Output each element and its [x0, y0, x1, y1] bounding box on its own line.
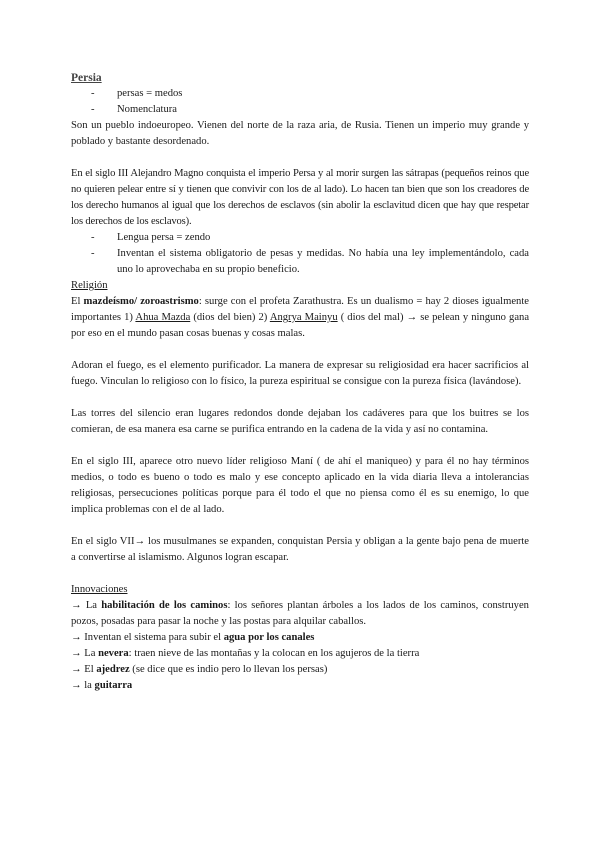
section-heading-religion: Religión [71, 280, 108, 291]
paragraph-origin: Son un pueblo indoeuropeo. Vienen del norte de la raza aria, de Rusia. Tienen un imperio muy grande y poblado y bastante desordenado. [71, 120, 529, 147]
paragraph-fire: Adoran el fuego, es el elemento purificador. La manera de expresar su religiosidad era hacer sacrificios al fuego. Vinculan lo religioso con lo físico, la pureza espiritual se consigue con la pureza física (lavándose). [71, 360, 529, 387]
innovation-item: → La nevera: traen nieve de las montañas y la colocan en los agujeros de la tierra [71, 648, 420, 659]
document-page [71, 70, 529, 694]
term-god-evil: Angrya Mainyu [269, 312, 338, 323]
innovation-item: → El ajedrez (se dice que es indio pero lo llevan los persas) [71, 664, 328, 675]
list-item: - persas = medos [91, 86, 529, 102]
section-heading-innovations: Innovaciones [71, 584, 128, 595]
list-item: - Lengua persa = zendo [91, 230, 529, 246]
paragraph-satrapas: En el siglo III Alejandro Magno conquista el imperio Persa y al morir surgen las sátrapas (pequeños reinos que no quieren pelear entre sí y tienen que convivir con los de al lado). Lo hacen tan bien que son los creadores de los derecho humanos al igual que los derechos de esclavos (sin abolir la esclavitud dicen que hay que respetar los derechos de los esclavos). [71, 168, 529, 227]
term-god-good: Ahua Mazda [135, 312, 191, 323]
page-title: Persia [71, 72, 102, 84]
list-item: - Nomenclatura [91, 102, 529, 118]
term-mazdeismo: mazdeísmo/ zoroastrismo [83, 296, 199, 307]
intro-list [71, 86, 529, 118]
innovation-item: → Inventan el sistema para subir el agua por los canales [71, 632, 315, 643]
innovation-item: → la guitarra [71, 680, 133, 691]
paragraph-mani: En el siglo III, aparece otro nuevo líder religioso Maní ( de ahí el maniqueo) y para él no hay términos medios, o todo es bueno o todo es malo y ese concepto aplicado en la vida diaria lleva a intolerancias religiosas, persecuciones políticas porque para él todo el que no piensa como él es su enemigo, lo que implica problemas con el de al lado. [71, 456, 529, 515]
paragraph-muslims: En el siglo VII→ los musulmanes se expanden, conquistan Persia y obligan a la gente bajo pena de muerte a convertirse al islamismo. Algunos logran escapar. [71, 536, 529, 563]
innovation-item: → La habilitación de los caminos: los señores plantan árboles a los lados de los caminos, construyen pozos, posadas para pasar la noche y las postas para alquilar caballos. [71, 600, 529, 627]
paragraph-religion: El mazdeísmo/ zoroastrismo: surge con el profeta Zarathustra. Es un dualismo = hay 2 dioses igualmente importantes 1) Ahua Mazda (dios del bien) 2) Angrya Mainyu ( dios del mal) → se pelean y ninguno gana por eso en el mundo pasan cosas buenas y cosas malas. [71, 296, 530, 339]
list-item: - Inventan el sistema obligatorio de pesas y medidas. No había una ley implementándolo, cada uno lo aprovechaba en su propio beneficio. [91, 246, 529, 278]
paragraph-towers: Las torres del silencio eran lugares redondos donde dejaban los cadáveres para que los buitres se los comieran, de esa manera esa carne se purifica entrando en la cadena de la vida y así no contamina. [71, 408, 529, 435]
facts-list [71, 230, 529, 278]
